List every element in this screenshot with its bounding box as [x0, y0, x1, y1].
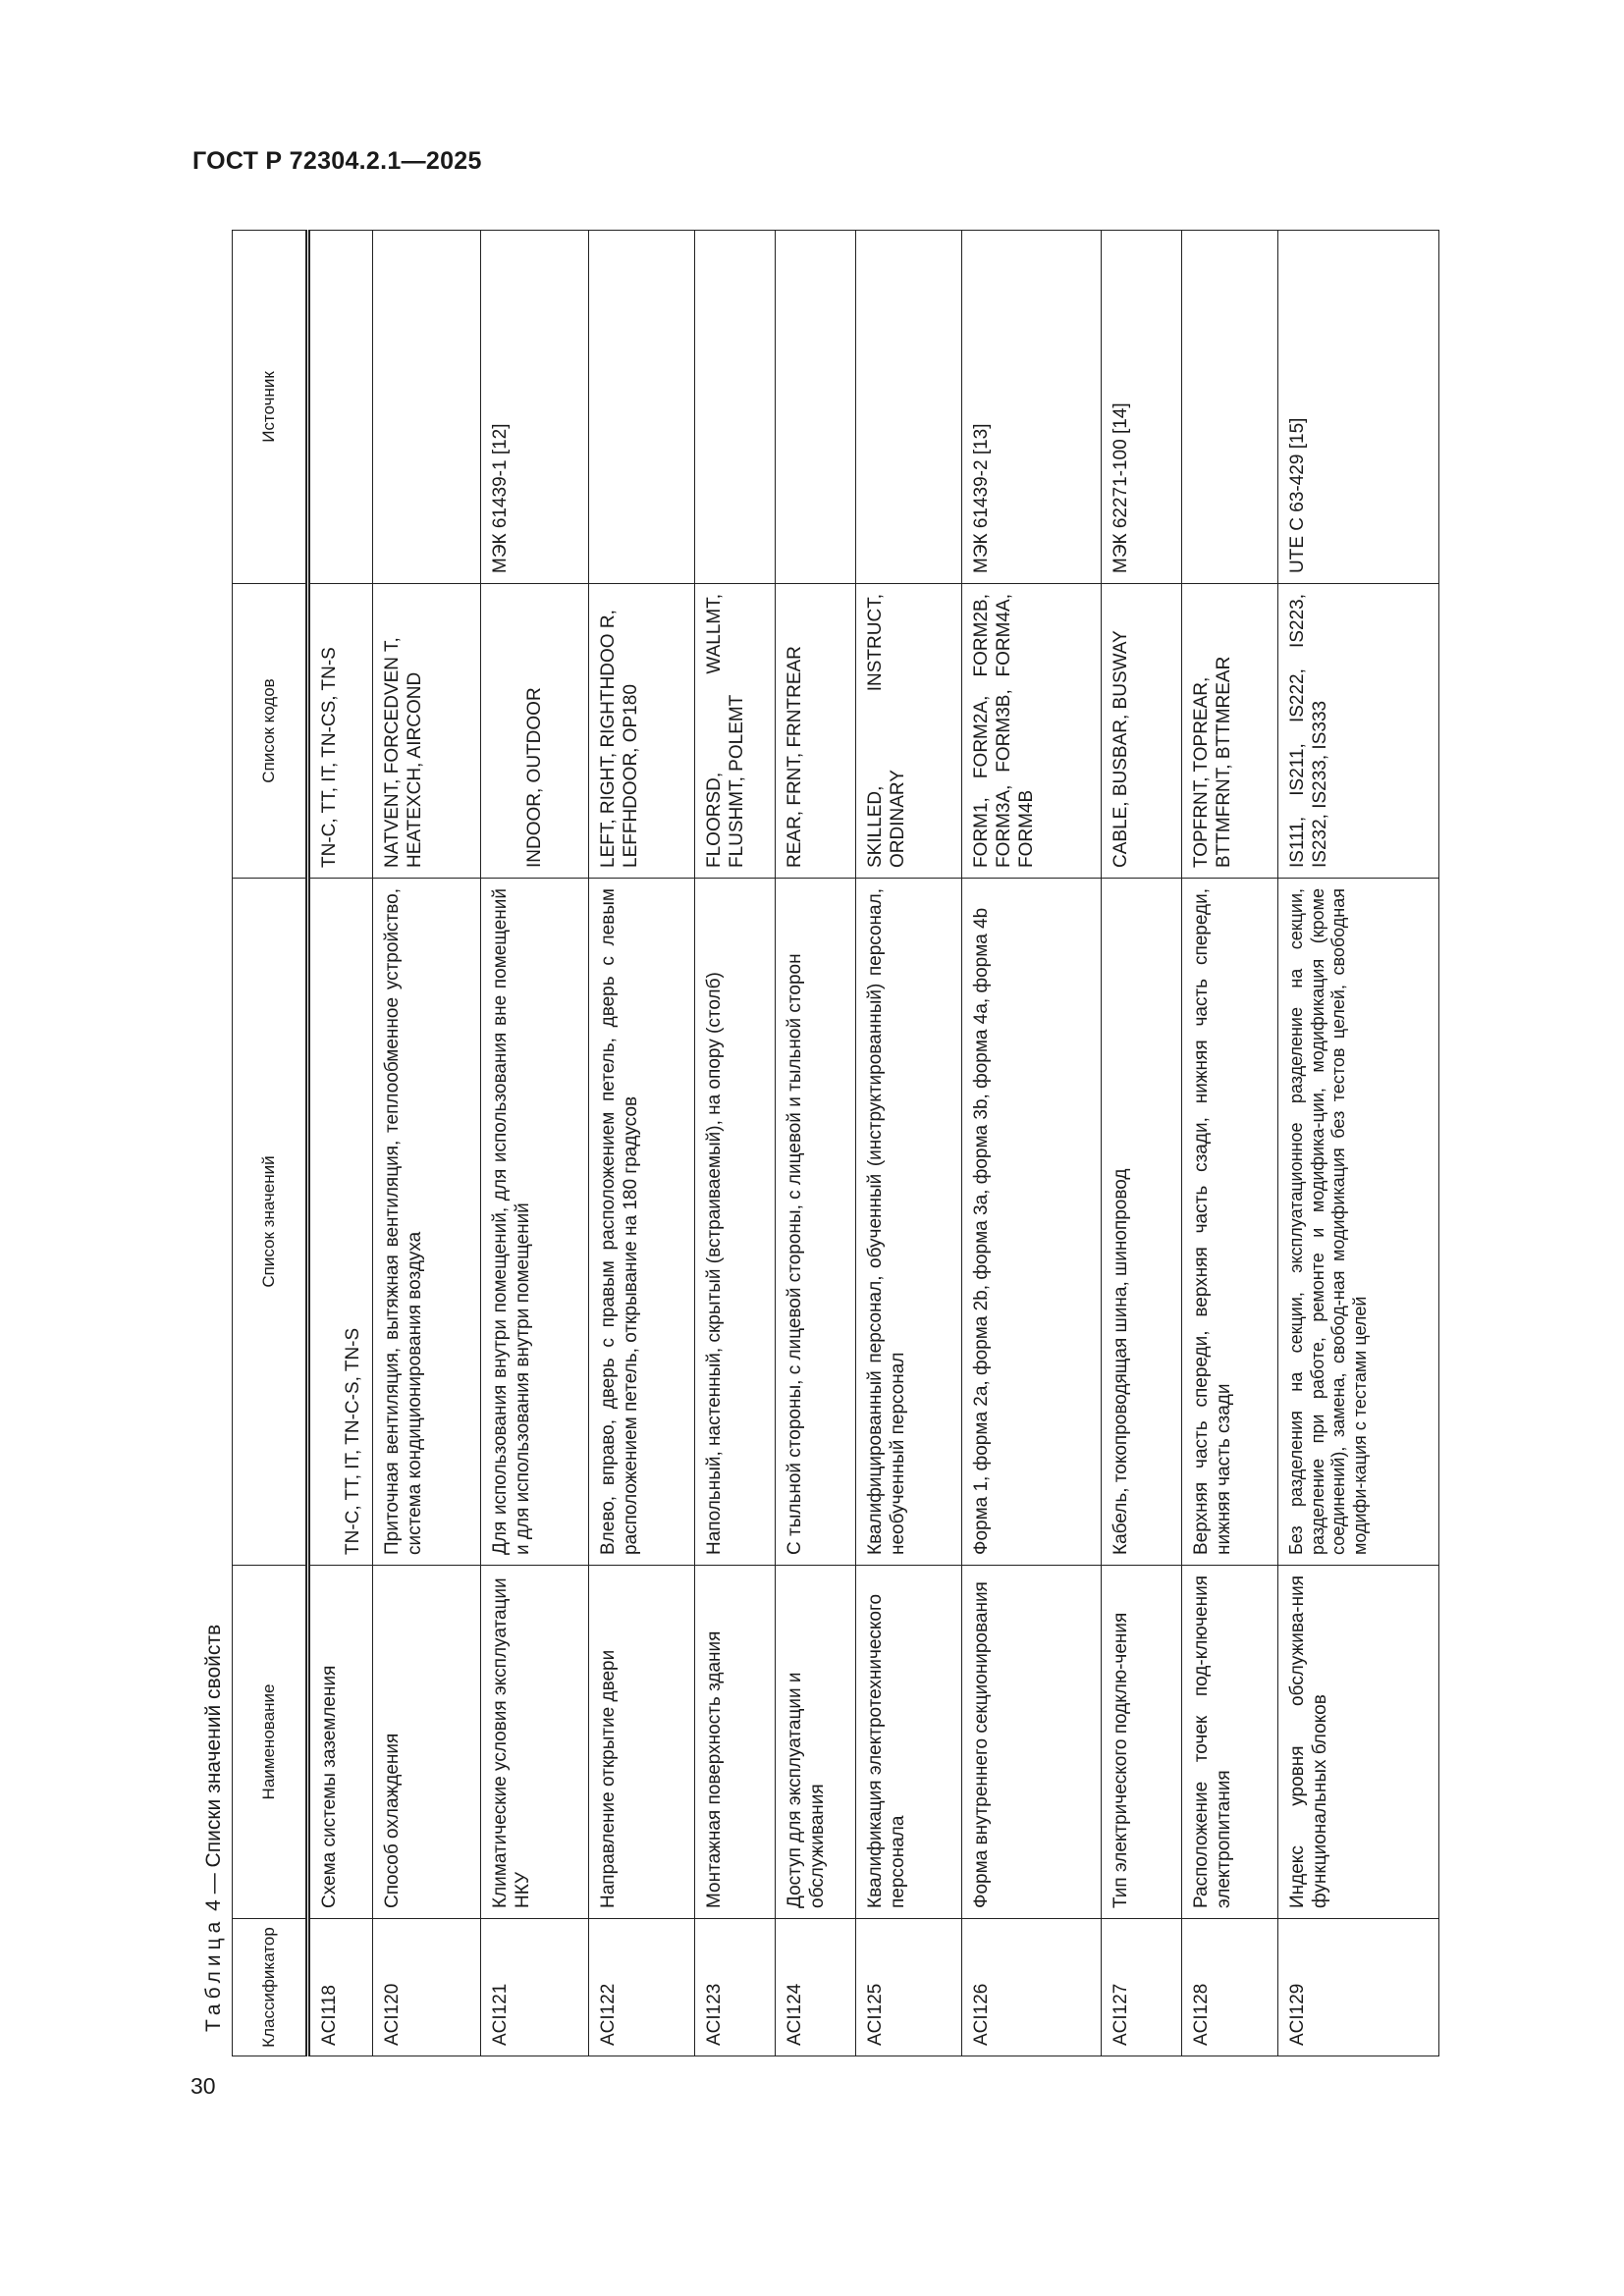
cell-source — [1182, 231, 1278, 584]
caption-title: — Списки значений свойств — [202, 1624, 225, 1895]
table-row — [589, 231, 695, 2056]
cell-code: ACI120 — [373, 1919, 481, 2056]
cell-code: ACI125 — [856, 1919, 962, 2056]
cell-source — [373, 231, 481, 584]
cell-codes: INDOOR, OUTDOOR — [481, 584, 589, 879]
cell-name: Доступ для эксплуатации и обслуживания — [776, 1566, 856, 1919]
cell-source: МЭК 61439-2 [13] — [962, 231, 1102, 584]
table-container — [232, 231, 1439, 2056]
table-row — [695, 231, 776, 2056]
cell-values: Верхняя часть спереди, верхняя часть сзади, нижняя часть спереди, нижняя часть сзади — [1182, 879, 1278, 1566]
header-source: Источник — [233, 231, 308, 584]
table-row — [962, 231, 1102, 2056]
header-name: Наименование — [233, 1566, 308, 1919]
table-row — [1182, 231, 1278, 2056]
table-row — [373, 231, 481, 2056]
cell-values: TN-C, TT, IT, TN-C-S, TN-S — [308, 879, 373, 1566]
table-header-row — [233, 231, 308, 2056]
header-codes: Список кодов — [233, 584, 308, 879]
cell-codes: TOPFRNT, TOPREAR, BTTMFRNT, BTTMREAR — [1182, 584, 1278, 879]
cell-codes: SKILLED, INSTRUCT, ORDINARY — [856, 584, 962, 879]
cell-source — [695, 231, 776, 584]
cell-codes: REAR, FRNT, FRNTREAR — [776, 584, 856, 879]
cell-code: ACI128 — [1182, 1919, 1278, 2056]
cell-codes: FLOORSD, WALLMT, FLUSHMT, POLEMT — [695, 584, 776, 879]
cell-codes: LEFT, RIGHT, RIGHTHDOO R, LEFFHDOOR, OP180 — [589, 584, 695, 879]
cell-source: МЭК 62271-100 [14] — [1102, 231, 1182, 584]
cell-values: Напольный, настенный, скрытый (встраиваемый), на опору (столб) — [695, 879, 776, 1566]
cell-code: ACI121 — [481, 1919, 589, 2056]
page-number: 30 — [190, 2073, 216, 2099]
cell-codes: FORM1, FORM2A, FORM2B, FORM3A, FORM3B, FORM4A, FORM4B — [962, 584, 1102, 879]
cell-values: Для использования внутри помещений, для использования вне помещений и для использования внутри помещений — [481, 879, 589, 1566]
cell-codes: NATVENT, FORCEDVEN T, HEATEXCH, AIRCOND — [373, 584, 481, 879]
cell-source — [308, 231, 373, 584]
cell-name: Квалификация электротехнического персонала — [856, 1566, 962, 1919]
header-classifier: Классификатор — [233, 1919, 308, 2056]
cell-name: Схема системы заземления — [308, 1566, 373, 1919]
cell-name: Способ охлаждения — [373, 1566, 481, 1919]
cell-code: ACI124 — [776, 1919, 856, 2056]
cell-name: Климатические условия эксплуатации НКУ — [481, 1566, 589, 1919]
cell-values: Приточная вентиляция, вытяжная вентиляция, теплообменное устройство, система кондиционирования воздуха — [373, 879, 481, 1566]
cell-code: ACI123 — [695, 1919, 776, 2056]
table-caption — [199, 1247, 229, 2032]
table-row — [856, 231, 962, 2056]
table-row — [308, 231, 373, 2056]
cell-source: UTE C 63-429 [15] — [1278, 231, 1439, 584]
cell-code: ACI122 — [589, 1919, 695, 2056]
cell-name: Индекс уровня обслужива-ния функциональных блоков — [1278, 1566, 1439, 1919]
cell-name: Форма внутреннего секционирования — [962, 1566, 1102, 1919]
table-row — [1102, 231, 1182, 2056]
cell-values: Квалифицированный персонал, обученный (инструктированный) персонал, необученный персонал — [856, 879, 962, 1566]
cell-source: МЭК 61439-1 [12] — [481, 231, 589, 584]
cell-name: Монтажная поверхность здания — [695, 1566, 776, 1919]
cell-codes: IS111, IS211, IS222, IS223, IS232, IS233, IS333 — [1278, 584, 1439, 879]
cell-values: Кабель, токопроводящая шина, шинопровод — [1102, 879, 1182, 1566]
cell-code: ACI129 — [1278, 1919, 1439, 2056]
cell-source — [589, 231, 695, 584]
document-header: ГОСТ Р 72304.2.1—2025 — [192, 147, 482, 175]
table-row — [1278, 231, 1439, 2056]
cell-name: Тип электрического подклю-чения — [1102, 1566, 1182, 1919]
caption-label: Таблица — [202, 1916, 225, 2032]
cell-codes: TN-C, TT, IT, TN-CS, TN-S — [308, 584, 373, 879]
cell-source — [856, 231, 962, 584]
cell-values: С тыльной стороны, с лицевой стороны, с лицевой и тыльной сторон — [776, 879, 856, 1566]
cell-code: ACI126 — [962, 1919, 1102, 2056]
caption-number: 4 — [202, 1899, 225, 1911]
cell-name: Направление открытие двери — [589, 1566, 695, 1919]
table-row — [481, 231, 589, 2056]
cell-name: Расположение точек под-ключения электропитания — [1182, 1566, 1278, 1919]
property-values-table — [232, 230, 1439, 2056]
cell-codes: CABLE, BUSBAR, BUSWAY — [1102, 584, 1182, 879]
cell-source — [776, 231, 856, 584]
cell-code: ACI127 — [1102, 1919, 1182, 2056]
cell-code: ACI118 — [308, 1919, 373, 2056]
header-values: Список значений — [233, 879, 308, 1566]
cell-values: Влево, вправо, дверь с правым расположением петель, дверь с левым расположением петель, открывание на 180 градусов — [589, 879, 695, 1566]
table-row — [776, 231, 856, 2056]
cell-values: Форма 1, форма 2a, форма 2b, форма 3a, форма 3b, форма 4a, форма 4b — [962, 879, 1102, 1566]
cell-values: Без разделения на секции, эксплуатационное разделение на секции, разделение при работе, ремонте и модифика-ции, модификация (кроме соединений), замена, свобод-ная модификация без тестов целей, свободная модифи-кация с тестами целей — [1278, 879, 1439, 1566]
